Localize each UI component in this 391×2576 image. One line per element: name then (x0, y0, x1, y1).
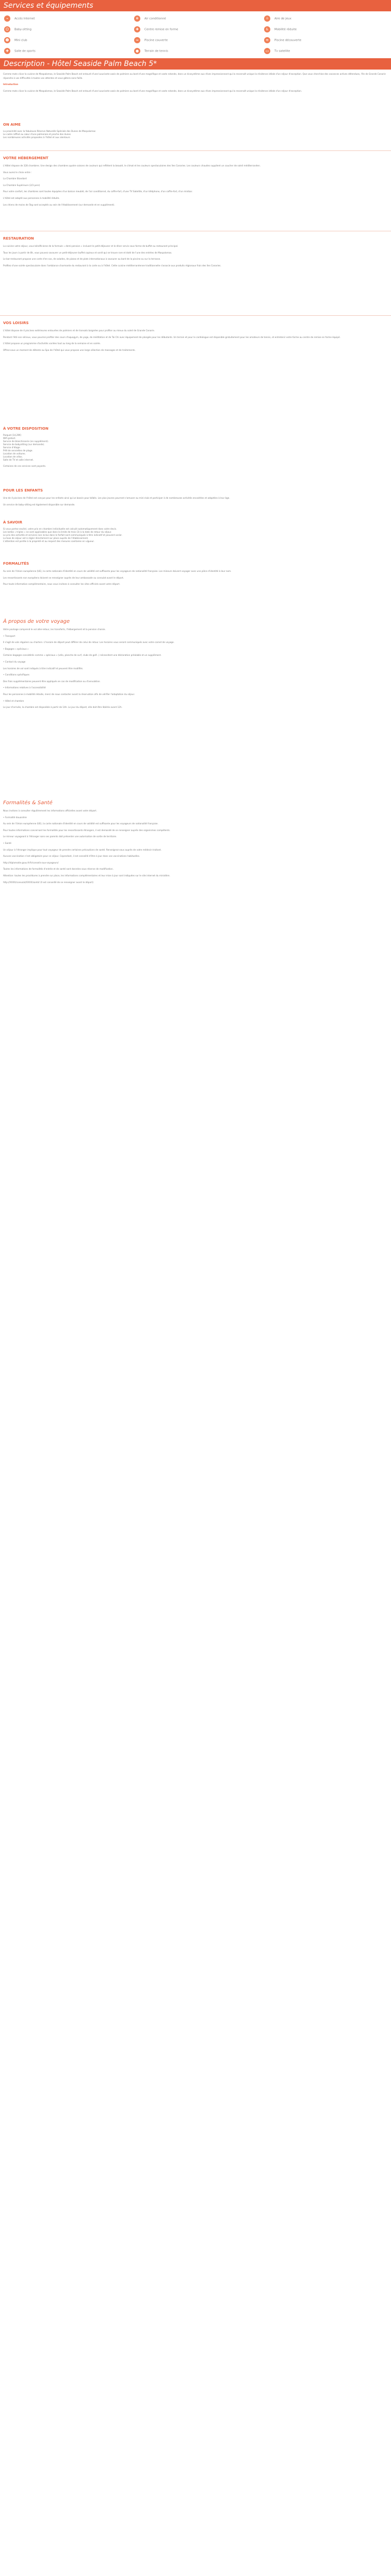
paragraph: • Contact du voyage (3, 660, 26, 663)
amenity-label: Terrain de tennis (144, 49, 168, 53)
intro-paragraph-2: Comme mots clicar la cuisine de Maspalomas, le Seaside Palm Beach est entouré d'une luxuriante oasis de palmiers au bord d'une magnifique et vaste rotonde, dans un écosystème aux rêves impressionnant qui la reconnaît unique la résidence idéale d'un séjour d'exception. (3, 89, 302, 92)
loisirs-title: VOS LOISIRS (3, 321, 29, 325)
list-item: Si vous partez seul(e), votre prix en chambre individuelle est calculé automatiquement dans votre devis. (3, 528, 117, 530)
list-item: L'attention est portée à la propreté et au respect des mesures sanitaires en vigueur. (3, 540, 94, 543)
kids-icon: ☻ (4, 37, 10, 43)
paragraph: L'hôtel propose un programme d'activités variées tout au long de la semaine et en soirée. (3, 342, 101, 345)
formalites2-title: Formalités & Santé (3, 800, 53, 806)
paragraph: Un service de baby-sitting est également disponible sur demande. (3, 503, 75, 506)
list-item: Wifi gratuit. (3, 437, 16, 439)
on-aime-list (3, 130, 385, 139)
snowflake-icon: ❄ (134, 15, 140, 22)
list-item: Service de babysitting (sur demande). (3, 443, 45, 446)
option-list (3, 434, 385, 468)
intro-label: Introduction (3, 83, 19, 86)
dumbbell-icon: ✚ (134, 26, 140, 32)
amenity-item (134, 48, 168, 54)
paragraph: Une de 4 piscines de l'hôtel est conçue pour les enfants ainsi qu'un bassin pour bébés. Les plus jeunes pourront s'amuser au mini-club et participer à de nombreuses activités encadrées et adaptées à leur âge. (3, 497, 230, 499)
restauration-title: RESTAURATION (3, 236, 34, 241)
restauration-text (3, 244, 386, 270)
paragraph: Les ressortissants non européens doivent se renseigner auprès de leur ambassade ou consulat avant le départ. (3, 576, 124, 579)
paragraph: Au sein de l'Union européenne (UE), la carte nationale d'identité en cours de validité est suffisante pour les voyageurs de nationalité française. (3, 822, 158, 825)
list-item: Location de vélos. (3, 455, 23, 458)
amenity-label: Aire de jeux (274, 17, 291, 21)
paragraph: Le bar-restaurant propose une carte d'en-cas, de salades, de pizzas et de plats internationaux à savourer au bord de la piscine ou sur la terrasse. (3, 258, 161, 261)
amenity-label: Air conditionné (144, 17, 166, 21)
paragraph: • Bagages « spéciaux » (3, 647, 29, 650)
hebergement-text (3, 164, 386, 209)
services-header: Services et équipements (0, 0, 391, 11)
list-item: Location de voitures. (3, 452, 26, 455)
list-item: Service de blanchisserie (en supplément). (3, 440, 49, 443)
paragraph: • Hôtel et chambre (3, 699, 24, 702)
propos-title: À propos de votre voyage (3, 619, 70, 624)
formalites2-text (3, 809, 386, 887)
amenity-label: Tv satellite (274, 49, 290, 53)
savoir-title: À SAVOIR (3, 520, 23, 524)
intro-paragraph-1: Comme mots clicar la cuisine de Maspalomas, le Seaside Palm Beach est entouré d'une luxuriante oasis de palmiers au bord d'une magnifique et vaste rotonde, dans un écosystème aux rêves impressionnant qui la reconnaît unique la résidence idéale d'un séjour d'exception. Que vous cherchiez des vacances actives détendues, l'île de Grande Canarie répondra à vos difficultés à toutes vos attentes et vous gâtera sans faille. (3, 73, 386, 79)
paragraph: L'hôtel dispose de 4 piscines extérieures entourées de palmiers et de transats baignées pour profiter au mieux du soleil de Grande Canarie. (3, 329, 155, 332)
amenity-item (134, 26, 178, 32)
amenities-grid (0, 12, 391, 58)
tennis-icon: ● (134, 48, 140, 54)
list-item: Prêt de serviettes de plage. (3, 449, 33, 452)
gym-icon: ✚ (4, 48, 10, 54)
option-footer: Certaines de ces services sont payants. (3, 465, 46, 467)
enfants-title: POUR LES ENFANTS (3, 488, 43, 493)
list-item: Les nombreuses activités proposées à l'hôtel et aux alentours (3, 136, 70, 139)
description-header: Description - Hôtel Seaside Palm Beach 5* (0, 58, 391, 70)
paragraph: Pour votre confort, les chambres sont toutes équipées d'un balcon meublé, de l'air conditionné, du coffre-fort, d'une TV Satellite, d'un téléphone, d'un coffre-fort, d'un minibar. (3, 190, 193, 193)
amenity-item (264, 15, 291, 22)
paragraph: Le jour d'arrivée, la chambre est disponible à partir de 14h. Le jour du départ, elle doit être libérée avant 12h. (3, 706, 122, 709)
paragraph: • Formalité douanière (3, 816, 27, 819)
paragraph: Au sein de l'Union européenne (UE), la carte nationale d'identité en cours de validité est suffisante pour les voyageurs de nationalité française. Les mineurs doivent voyager avec une pièce d'identité à leur nom. (3, 570, 232, 572)
amenity-label: Piscine découverte (274, 39, 301, 42)
list-item: Le cadre raffiné au cœur d'une palmeraie et proche des dunes (3, 133, 71, 135)
paragraph: Tous les jours à partir de 8h, vous pouvez savourer un petit-déjeuner buffet copieux et varié qui se trouve rare et doté de l'une des entrées de Maspalomas. (3, 251, 172, 254)
list-item: Le prix des activités et services non inclus dans le forfait sont communiqués à titre indicatif et peuvent varier. (3, 534, 122, 536)
amenity-item (264, 26, 297, 32)
paragraph: L'hôtel est adapté aux personnes à mobilité réduite. (3, 196, 60, 199)
amenity-label: Mini club (14, 39, 27, 42)
paragraph: Attention: toutes les procédures à prendre sur place, les informations complémentaires et leur mise à jour sont indiquées sur le site internet du ministère. (3, 874, 170, 877)
savoir-list (3, 528, 385, 543)
paragraph: • Conditions spécifiques (3, 673, 29, 676)
paragraph: Certains bagages considérés comme « spéciaux » (vélo, planche de surf, clubs de golf...) nécessitent une déclaration préalable et un supplément. (3, 654, 161, 657)
option-title: À VOTRE DISPOSITION (3, 427, 48, 431)
list-item: Service d'étage. (3, 446, 21, 449)
hebergement-title: VOTRE HÉBERGEMENT (3, 156, 48, 160)
list-item: Salle de TV et salle internet. (3, 459, 34, 461)
loisirs-text (3, 329, 386, 354)
list-item: Parquet (14,29€) (3, 434, 22, 436)
list-item: La proximité avec la fabuleuse Réserve Naturelle Spéciale des Dunes de Maspalomas (3, 130, 96, 132)
amenity-label: Centre remise en forme (144, 28, 178, 31)
paragraph: La Chambre Standard (3, 177, 27, 180)
divider (0, 315, 391, 316)
list-item: Les lambs « triples » ne sont applicables que dans la limite de trois (3) à la date de retour du séjour. (3, 531, 112, 533)
amenity-label: Accès Internet (14, 17, 35, 21)
amenity-label: Mobilité réduite (274, 28, 297, 31)
baby-icon: ☺ (4, 26, 10, 32)
formalites-title: FORMALITÉS (3, 562, 29, 566)
divider (0, 150, 391, 151)
enfants-text (3, 496, 386, 509)
amenity-item (4, 15, 35, 22)
paragraph: Aucune vaccination n'est obligatoire pour ce séjour. Cependant, il est conseillé d'être à jour dans vos vaccinations habituelles. (3, 855, 140, 858)
link[interactable]: http://diplomatie.gouv.fr/fr/conseils-aux-voyageurs/ (3, 861, 59, 864)
amenity-item (4, 37, 27, 43)
link[interactable]: http://XXXX/consulat/XXXX/santé/ (Il est conseillé de se renseigner avant le départ) (3, 880, 94, 884)
playground-icon: ☼ (264, 15, 270, 22)
paragraph: Le mineur voyageant à l'étranger sans ses parents doit présenter une autorisation de sortie de territoire. (3, 835, 117, 838)
paragraph: Pour toutes informations concernant les formalités pour les ressortissants étrangers, il est demandé de se renseigner auprès des organismes compétents. (3, 828, 170, 832)
paragraph: Pour les personnes à mobilité réduite, merci de nous contacter avant la réservation afin de vérifier l'adaptation du séjour. (3, 692, 135, 696)
amenity-item (4, 26, 31, 32)
paragraph: Pour toute information complémentaire, nous vous invitons à consulter les sites officiels avant votre départ. (3, 583, 120, 586)
paragraph: Des frais supplémentaires peuvent être appliqués en cas de modification ou d'annulation. (3, 680, 101, 683)
amenity-label: Piscine couverte (144, 39, 168, 42)
paragraph: Profitez d'une soirée spectaculaire dans l'ambiance charmante du restaurant à la carte ou à l'hôtel. Cette cuisine méditerranéenne traditionnelle s'associe aux produits régionaux frais des îles Canaries. (3, 264, 221, 267)
paragraph: Nous invitons à consulter régulièrement les informations officielles avant votre départ. (3, 809, 97, 812)
amenity-item (264, 48, 290, 54)
paragraph: Offrez-vous un moment de détente au Spa de l'hôtel qui vous propose une large sélection de massages et de traitements. (3, 348, 136, 351)
paragraph: Un séjour à l'étranger implique pour tout voyageur de prendre certaines précautions de santé. Renseignez-vous auprès de votre médecin traitant. (3, 848, 162, 851)
amenity-item (264, 37, 301, 43)
amenity-item (4, 48, 36, 54)
list-item: La taxe de séjour est à régler directement sur place auprès de l'établissement. (3, 537, 89, 539)
paragraph: Les chiens de moins de 5kg sont acceptés au sein de l'établissement (sur demande et en supplément). (3, 203, 115, 206)
amenity-label: Salle de sports (14, 49, 36, 53)
propos-text (3, 628, 386, 712)
paragraph: La Chambre Supérieure (2/3 pers) (3, 183, 40, 187)
paragraph: Les horaires de vol sont indiqués à titre indicatif et peuvent être modifiés. (3, 667, 84, 670)
paragraph: • Informations relatives à l'accessibilité (3, 686, 46, 689)
paragraph: Vous aurez le choix entre : (3, 171, 32, 174)
paragraph: Votre package comprend le vol aller-retour, les transferts, l'hébergement et la pension choisie. (3, 628, 106, 631)
wifi-icon: ⌁ (4, 15, 10, 22)
paragraph: La cuisine votre séjour, vous bénéficierez de la formule « demi-pension » incluant le petit-déjeuner et le dîner servis sous forme de buffet au restaurant principal. (3, 245, 178, 247)
formalites-text (3, 569, 386, 589)
amenity-item (134, 37, 168, 43)
indoor-pool-icon: ≈ (134, 37, 140, 43)
amenity-item (134, 15, 166, 22)
outdoor-pool-icon: ≋ (264, 37, 270, 43)
paragraph: Il s'agit de vols réguliers ou charters. L'horaire de départ peut différer de celui de retour. Les horaires vous seront communiqués avec votre carnet de voyage. (3, 641, 174, 644)
paragraph: Pendant l'été son sérieux, vous pourrez profiter des cours d'aquagym, de yoga, de méditation et de Tai Chi avec équipement de plongée pour les débutants. Un terrain et pour le cardiologue est disponible gratuitement pour les amateurs de tennis, et entretenir votre forme au centre de remise en forme équipé. (3, 335, 340, 338)
amenity-label: Baby-sitting (14, 28, 31, 31)
paragraph: • Transport (3, 634, 15, 637)
paragraph: • Santé (3, 841, 11, 844)
paragraph: L'Hôtel dispose de 328 chambres. Une design des chambres quatre saisons de couleurs qui reflètent la beauté, le climat et les couleurs spectaculaires des îles Canaries. Les couleurs chaudes supplient un coucher de soleil méditerranéen. (3, 164, 260, 167)
wheelchair-icon: ♿ (264, 26, 270, 32)
tv-icon: ▭ (264, 48, 270, 54)
intro-text (3, 72, 386, 95)
on-aime-title: ON AIME (3, 123, 21, 127)
paragraph: Toutes les informations de formalités d'entrée et de santé sont données sous réserve de modification. (3, 868, 113, 871)
